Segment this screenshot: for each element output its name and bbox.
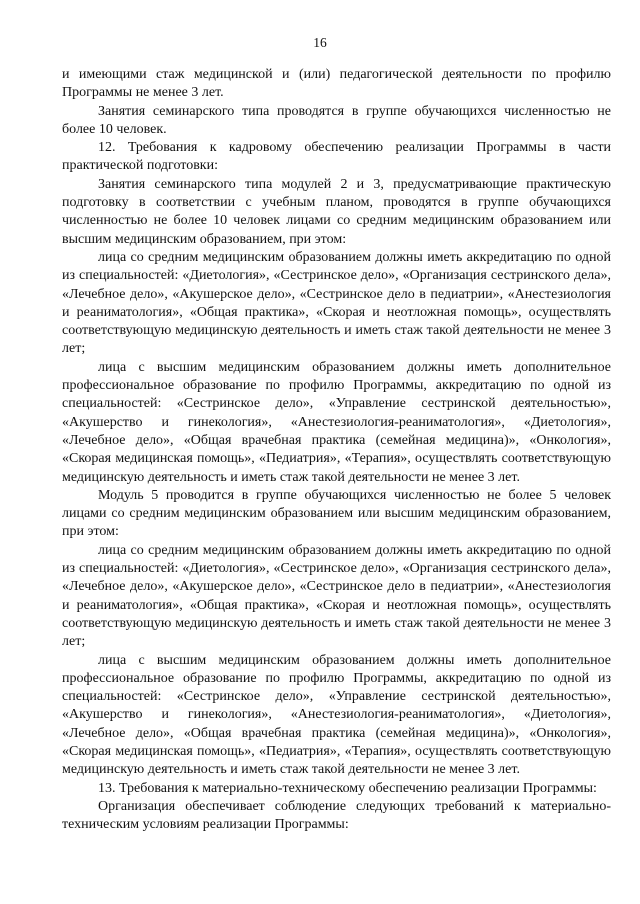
page-number: 16 — [313, 35, 327, 50]
paragraph-module-5-secondary-education: лица со средним медицинским образованием должны иметь аккредитацию по одной из специальностей: «Диетология», «Сестринское дело», «Организация сестринского дела», «Лечебное дело», «Акушерское дело», «Сестринское дело в педиатрии», «Анестезиология и реаниматология», «Общая практика», «Скорая и неотложная помощь», осуществлять соответствующую медицинскую деятельность и иметь стаж такой деятельности не менее 3 лет; — [62, 542, 611, 650]
paragraph-higher-education-requirements: лица с высшим медицинским образованием должны иметь дополнительное профессиональное образование по профилю Программы, аккредитацию по одной из специальностей: «Сестринское дело», «Управление сестринской деятельностью», «Акушерство и гинекология», «Анестезиология-реаниматология», «Диетология», «Лечебное дело», «Общая врачебная практика (семейная медицина)», «Онкология», «Скорая медицинская помощь», «Педиатрия», «Терапия», осуществлять соответствующую медицинскую деятельность и иметь стаж такой деятельности не менее 3 лет. — [62, 359, 611, 485]
paragraph-organization-requirements: Организация обеспечивает соблюдение следующих требований к материально-техническим условиям реализации Программы: — [62, 798, 611, 833]
paragraph-module-5: Модуль 5 проводится в группе обучающихся численностью не более 5 человек лицами со средним медицинским образованием или высшим медицинским образованием, при этом: — [62, 487, 611, 540]
paragraph-section-13-heading: 13. Требования к материально-техническому обеспечению реализации Программы: — [98, 780, 597, 796]
paragraph-module-5-higher-education: лица с высшим медицинским образованием должны иметь дополнительное профессиональное образование по профилю Программы, аккредитацию по одной из специальностей: «Сестринское дело», «Управление сестринской деятельностью», «Акушерство и гинекология», «Анестезиология-реаниматология», «Диетология», «Лечебное дело», «Общая врачебная практика (семейная медицина)», «Онкология», «Скорая медицинская помощь», «Педиатрия», «Терапия», осуществлять соответствующую медицинскую деятельность и иметь стаж такой деятельности не менее 3 лет. — [62, 652, 611, 778]
document-body — [62, 66, 611, 834]
paragraph-section-12-heading: 12. Требования к кадровому обеспечению реализации Программы в части практической подготовки: — [62, 140, 611, 174]
paragraph-modules-2-3: Занятия семинарского типа модулей 2 и 3, предусматривающие практическую подготовку в соответствии с учебным планом, проводятся в группе обучающихся численностью не более 10 человек лицами со средним медицинским образованием или высшим медицинским образованием, при этом: — [62, 176, 611, 247]
paragraph-continuation: и имеющими стаж медицинской и (или) педагогической деятельности по профилю Программы не менее 3 лет. — [62, 67, 611, 101]
paragraph-secondary-education-requirements: лица со средним медицинским образованием должны иметь аккредитацию по одной из специальностей: «Диетология», «Сестринское дело», «Организация сестринского дела», «Лечебное дело», «Акушерское дело», «Сестринское дело в педиатрии», «Анестезиология и реаниматология», «Общая практика», «Скорая и неотложная помощь», осуществлять соответствующую медицинскую деятельность и иметь стаж такой деятельности не менее 3 лет; — [62, 249, 611, 357]
paragraph-seminar-group-size: Занятия семинарского типа проводятся в группе обучающихся численностью не более 10 человек. — [62, 103, 611, 137]
